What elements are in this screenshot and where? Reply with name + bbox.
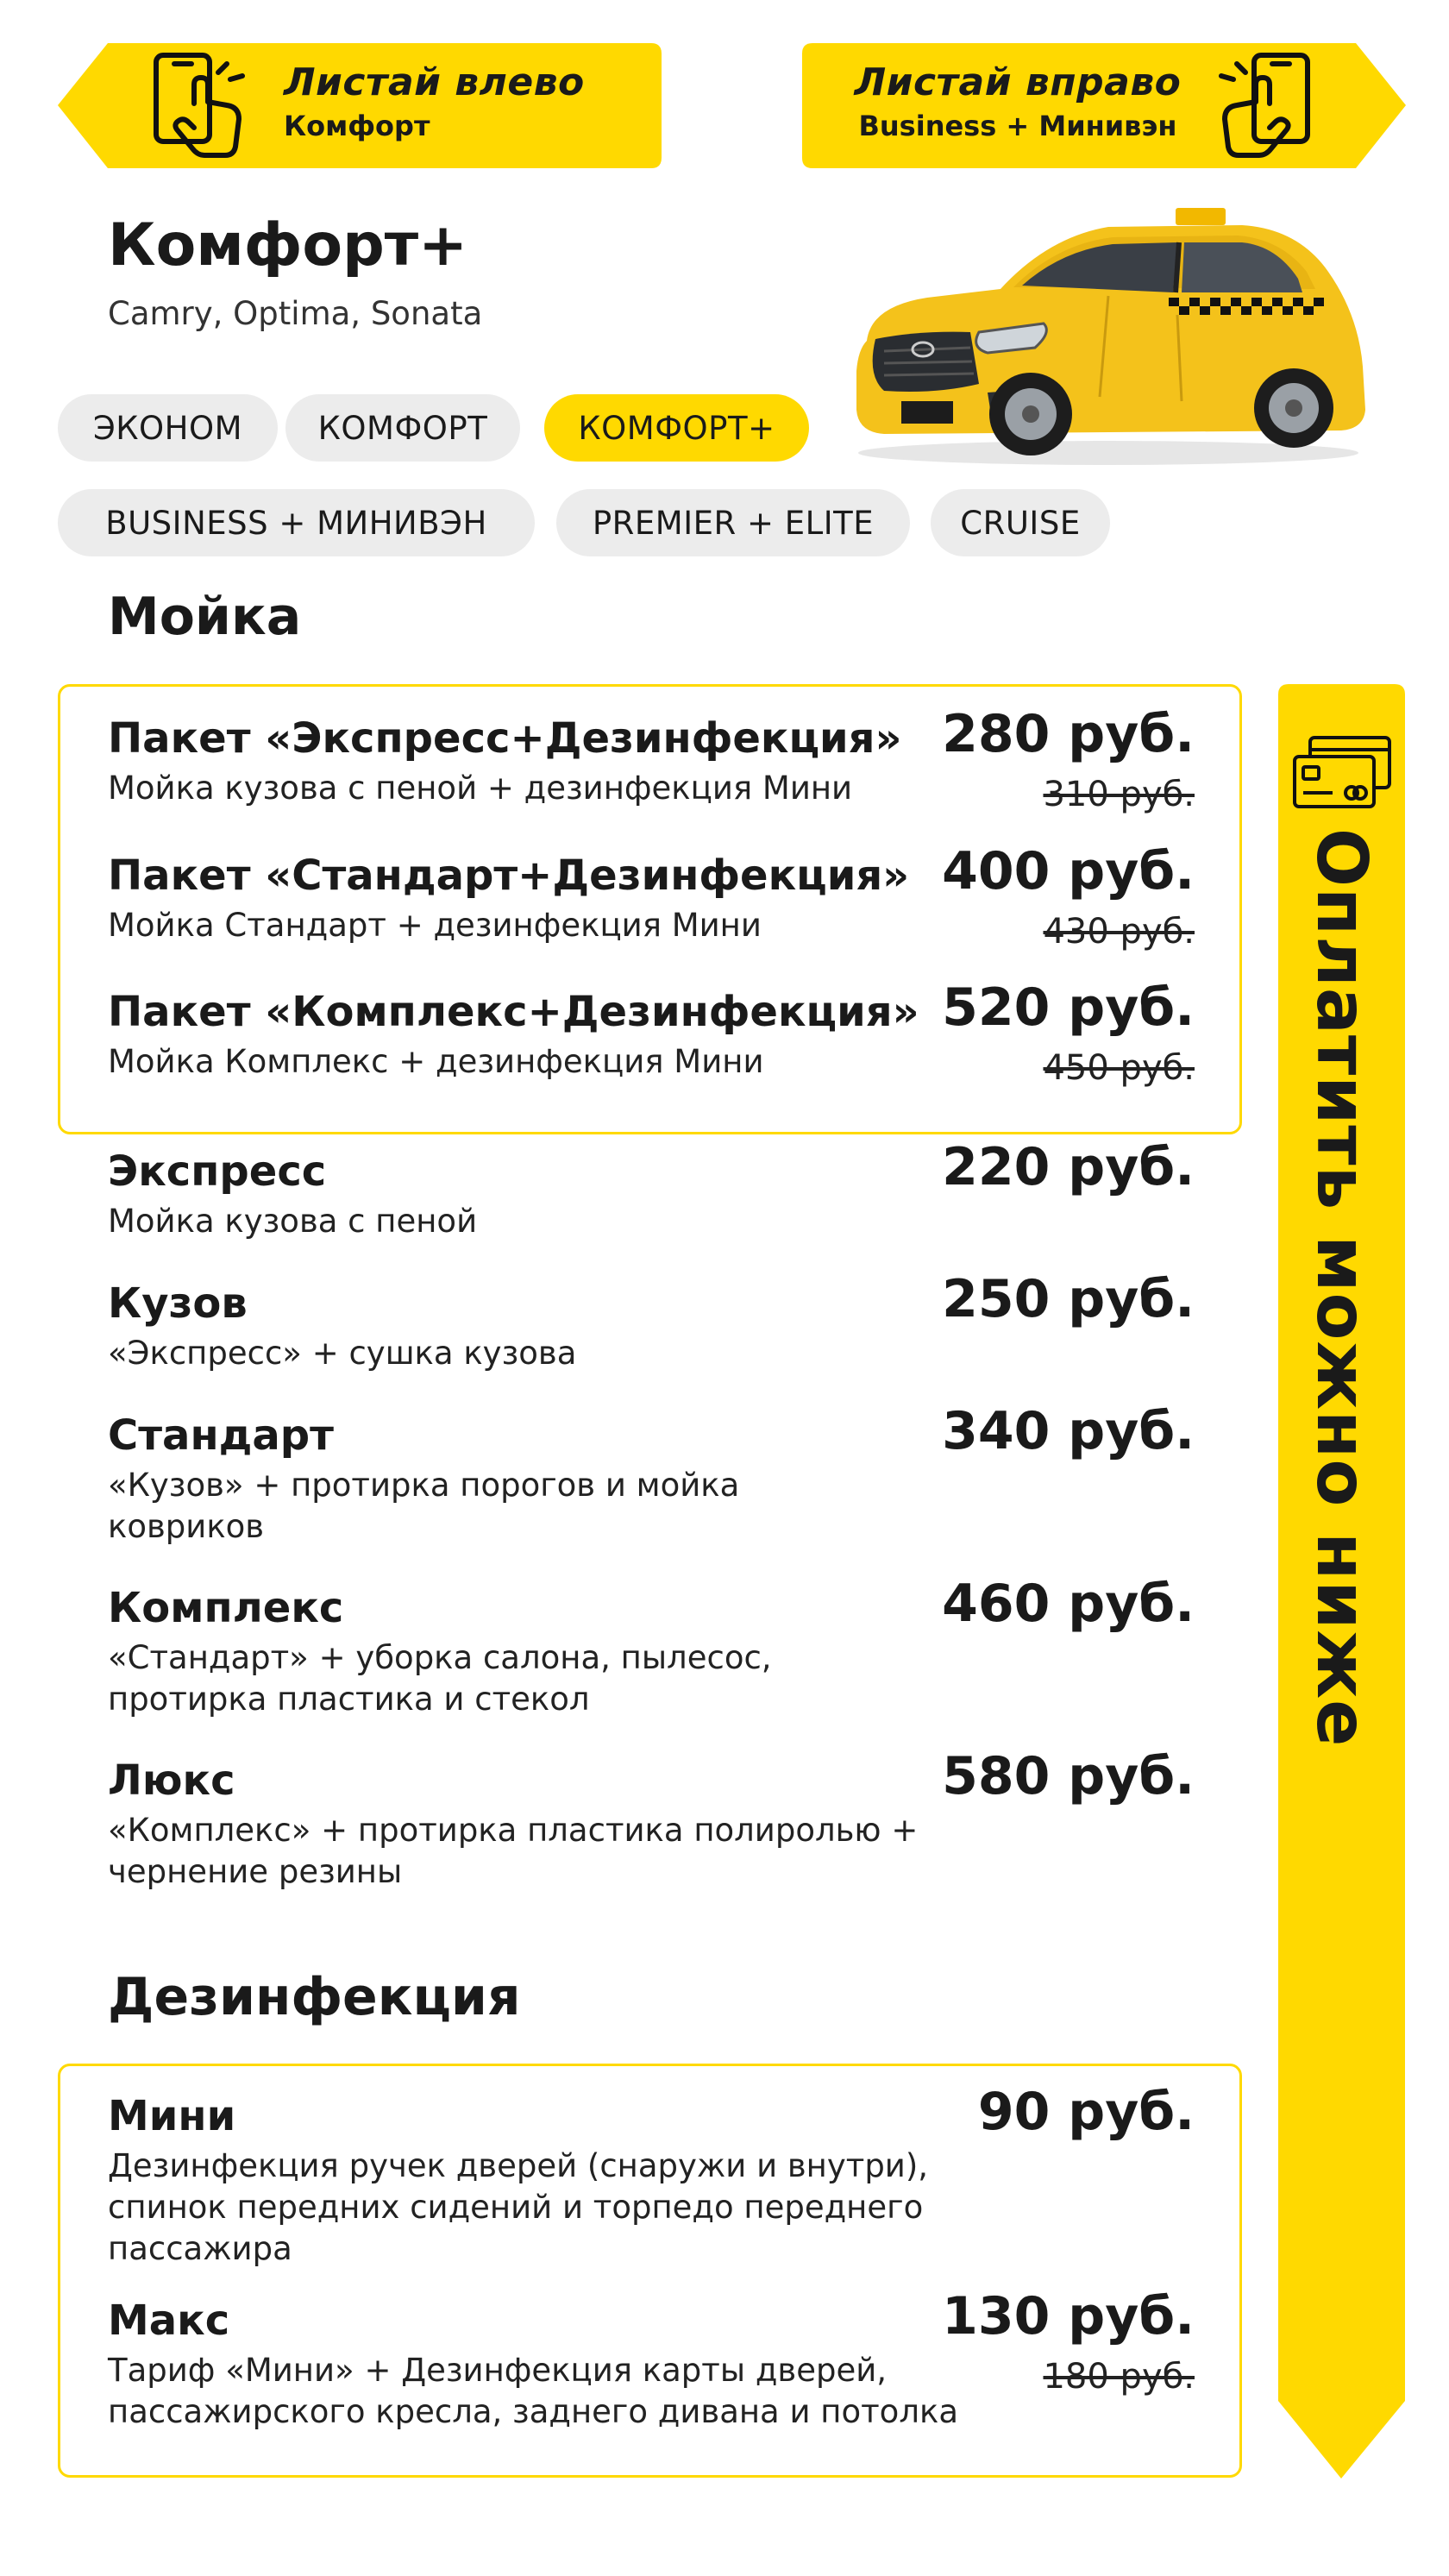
tariff-chip-business-minivan[interactable]: BUSINESS + МИНИВЭН	[58, 489, 535, 556]
credit-card-icon	[1291, 734, 1393, 812]
service-old-price: 430 руб.	[1043, 912, 1195, 952]
service-name: Макс	[108, 2296, 230, 2345]
service-name: Люкс	[108, 1756, 235, 1805]
service-description: Тариф «Мини» + Дезинфекция карты дверей, пассажирского кресла, заднего дивана и потолка	[108, 2352, 958, 2430]
service-name: Пакет «Экспресс+Дезинфекция»	[108, 714, 902, 763]
list-item	[108, 1269, 1195, 1374]
list-item	[108, 1574, 1195, 1720]
service-price: 220 руб.	[942, 1137, 1195, 1197]
service-price: 580 руб.	[942, 1746, 1195, 1806]
service-old-price: 450 руб.	[1043, 1048, 1195, 1088]
service-price: 90 руб.	[977, 2082, 1195, 2142]
tariff-chip-cruise[interactable]: CRUISE	[931, 489, 1110, 556]
service-old-price: 310 руб.	[1043, 775, 1195, 814]
list-item	[108, 2286, 1195, 2433]
swipe-right-text	[837, 60, 1199, 142]
swipe-right-subtitle: Business + Минивэн	[858, 110, 1177, 142]
service-price: 460 руб.	[942, 1574, 1195, 1634]
list-item	[108, 841, 1195, 952]
list-item	[108, 1401, 1195, 1548]
list-item	[108, 977, 1195, 1088]
tariff-chip-econom[interactable]: ЭКОНОМ	[58, 394, 278, 462]
service-description: «Комплекс» + протирка пластика полиролью + чернение резины	[108, 1812, 919, 1890]
service-description: Мойка кузова с пеной + дезинфекция Мини	[108, 770, 853, 807]
swipe-left-title: Листай влево	[284, 60, 585, 104]
service-name: Пакет «Стандарт+Дезинфекция»	[108, 851, 910, 900]
taxi-car-image	[850, 203, 1371, 470]
service-name: Комплекс	[108, 1584, 344, 1632]
service-name: Кузов	[108, 1279, 248, 1328]
tariff-chip-comfort[interactable]: КОМФОРТ	[285, 394, 520, 462]
list-item	[108, 2082, 1195, 2270]
service-name: Мини	[108, 2092, 236, 2140]
swipe-left-subtitle: Комфорт	[284, 110, 430, 142]
car-models: Camry, Optima, Sonata	[108, 295, 483, 332]
service-description: Мойка Стандарт + дезинфекция Мини	[108, 907, 762, 944]
service-name: Экспресс	[108, 1147, 327, 1196]
disinfection-section-title: Дезинфекция	[108, 1967, 521, 2027]
service-price: 280 руб.	[942, 704, 1195, 764]
service-description: «Кузов» + протирка порогов и мойка ковриков	[108, 1467, 740, 1545]
service-name: Пакет «Комплекс+Дезинфекция»	[108, 988, 919, 1036]
hand-swipe-phone-icon	[144, 50, 256, 162]
tariff-chip-comfort-plus[interactable]: КОМФОРТ+	[544, 394, 809, 462]
service-price: 340 руб.	[942, 1401, 1195, 1461]
hand-swipe-phone-icon	[1208, 50, 1320, 162]
swipe-left-text	[284, 60, 585, 142]
service-description: «Стандарт» + уборка салона, пылесос, протирка пластика и стекол	[108, 1639, 772, 1718]
wash-section-title: Мойка	[108, 587, 302, 647]
tariff-chip-premier-elite[interactable]: PREMIER + ELITE	[556, 489, 910, 556]
service-description: Мойка кузова с пеной	[108, 1203, 478, 1240]
service-old-price: 180 руб.	[1043, 2357, 1195, 2397]
service-price: 520 руб.	[942, 977, 1195, 1038]
swipe-left-banner[interactable]	[58, 43, 662, 168]
service-price: 250 руб.	[942, 1269, 1195, 1329]
page-title: Комфорт+	[108, 211, 468, 280]
pay-below-banner[interactable]	[1278, 684, 1405, 2479]
service-description: «Экспресс» + сушка кузова	[108, 1335, 577, 1372]
service-description: Мойка Комплекс + дезинфекция Мини	[108, 1043, 764, 1080]
service-description: Дезинфекция ручек дверей (снаружи и внутри), спинок передних сидений и торпедо переднего пассажира	[108, 2147, 929, 2267]
service-price: 130 руб.	[942, 2286, 1195, 2347]
service-price: 400 руб.	[942, 841, 1195, 902]
swipe-right-title: Листай вправо	[854, 60, 1182, 104]
service-name: Стандарт	[108, 1411, 334, 1460]
list-item	[108, 1137, 1195, 1242]
list-item	[108, 1746, 1195, 1893]
swipe-right-banner[interactable]	[802, 43, 1406, 168]
pay-below-text: Оплатить можно ниже	[1302, 828, 1382, 1748]
list-item	[108, 704, 1195, 814]
